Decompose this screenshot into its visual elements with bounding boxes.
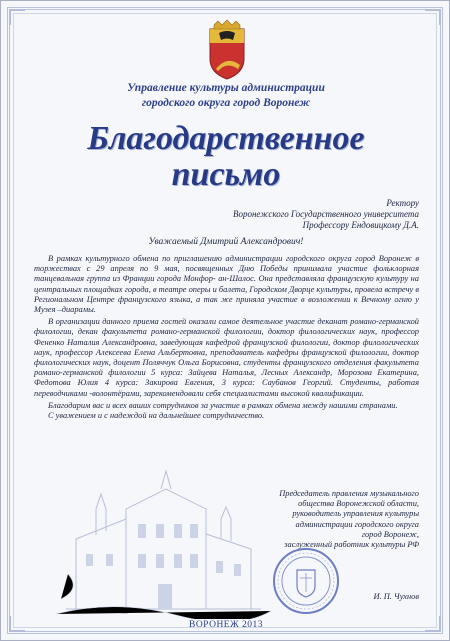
paragraph-3: Благодарим вас и всех ваших сотрудников за участие в рамках обмена между нашими странами. [48,400,398,410]
organization-line-2: городского округа город Воронеж [141,97,311,109]
organization-line-1: Управление культуры администрации [127,82,325,94]
letter-body [34,254,419,421]
signature-line-4: администрации городского округа [295,519,419,529]
signer-name: И. П. Чухнов [373,592,419,601]
paragraph-1: В рамках культурного обмена по приглашению администрации городского округа город Воронеж в торжествах с 29 апреля по 9 мая, посвященных Дню Победы принимала участие фольклорная танцевальная группа из Франции города Монфор- ан-Шалос. Она представляла французскую культуру на центральных площадках города, в театре оперы и балета, Городском Дворце культуры, провела встречу в Региональном Центре французского языка, а так же приняла участие в возложении к Вечному огню у Музея –диарамы. [34,254,419,315]
signature-line-6: заслуженный работник культуры РФ [284,540,419,550]
salutation: Уважаемый Дмитрий Александрович! [148,237,304,247]
addressee-line-1: Ректору [386,198,419,208]
paragraph-2: В организации данного приема гостей оказали самое деятельное участие деканат романо-германской филологии, декан факультета романо-германской филологии, доктор филологических наук, профессор Фененко Наталия Александровна, заведующая кафедрой французской филологии, доктор филологических наук, профессор Алексеева Елена Альбертовна, преподаватель кафедры французской филологии, доктор филологических наук, доцент Поляччук Ольга Борисовна, студенты французского отделения факультета романо-германской филологии 5 курса: Зайцева Наталья, Лесных Александр, Морозова Екатерина, Федотова Юлия 4 курса: Закирова Евгения, 3 курса: Саубанов Георгий. Студенты, работая переводчиками -волонтёрами, зарекомендовали себя специалистами высокой квалификации. [34,317,419,398]
frame-corner-top-right [425,9,441,25]
signature-line-5: город Воронеж, [361,529,419,539]
signature-line-3: руководитель управления культуры [292,509,419,519]
paragraph-4: С уважением и с надеждой на дальнейшее сотрудничество. [48,411,265,421]
round-seal-icon [271,546,341,616]
frame-corner-top-left [9,9,25,25]
voronezh-coat-of-arms-icon [204,19,250,81]
document-title-line-2: письмо [171,156,281,193]
addressee-line-3: Профессору Ендовицкому Д.А. [302,220,419,230]
document-title-line-1: Благодарственное [87,120,365,157]
addressee-line-2: Воронежского Государственного университета [232,209,419,219]
footer-city-year: ВОРОНЕЖ 2013 [188,620,263,630]
signature-line-2: общества Воронежской области, [298,499,419,509]
signature-block [199,489,419,550]
signature-line-1: Председатель правления музыкального [279,489,419,498]
